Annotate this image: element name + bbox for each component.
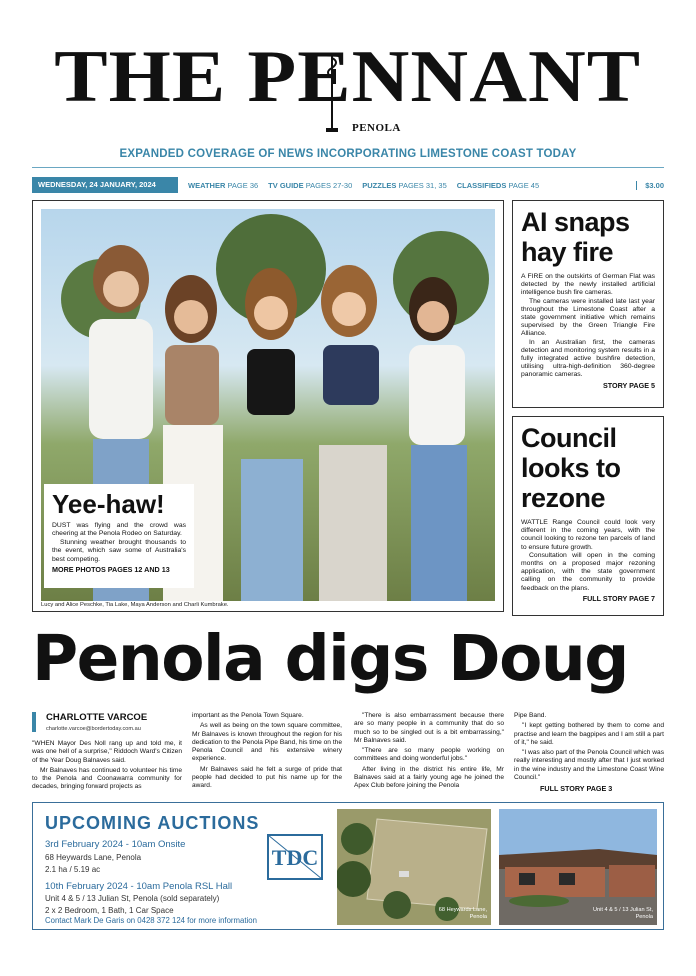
lead-paragraph: "I was also part of the Penola Council which was really interesting and mostly after that I just worked in the wine industry and the Limestone Coast Wine Council." (514, 749, 664, 782)
lead-column-1 (32, 740, 182, 794)
auction-2-date: 10th February 2024 - 10am Penola RSL Hall (45, 881, 233, 892)
photo-story-paragraph: Stunning weather brought thousands to the event, which saw some of Australia's best competing. (52, 538, 186, 563)
masthead-title: THE PENNANT (54, 36, 642, 118)
lead-more-link[interactable]: FULL STORY PAGE 3 (540, 784, 613, 793)
story-ai-paragraph: The cameras were installed late last year throughout the Limestone Coast after a state government initiative which remains supervised by the Green Triangle Fire Alliance. (521, 297, 655, 338)
nav-puzzles[interactable] (362, 181, 447, 190)
photo-2-caption (593, 907, 653, 921)
lead-paragraph: As well as being on the town square committee, Mr Balnaves is known throughout the region for his dedication to the Penola Pipe Band, his time on the Penola Council and his extensive winery experience. (192, 722, 342, 763)
tagline: EXPANDED COVERAGE OF NEWS INCORPORATING LIMESTONE COAST TODAY (119, 148, 577, 160)
lead-column-3 (354, 712, 504, 793)
byline: CHARLOTTE VARCOE (46, 712, 148, 723)
photo-story-paragraph: DUST was flying and the crowd was cheering at the Penola Rodeo on Saturday. (52, 522, 186, 538)
divider (32, 167, 664, 168)
byline-accent (32, 712, 36, 732)
lead-column-4 (514, 712, 664, 784)
author-email[interactable]: charlotte.varcoe@bordertoday.com.au (46, 726, 141, 732)
photo-story-textbox (44, 484, 194, 588)
nav-classifieds[interactable] (457, 181, 539, 190)
auction-1-address: 68 Heywards Lane, Penola (45, 853, 142, 862)
lead-paragraph: "There is also embarrassment because there are so many people in a community that do so much so to be singled out is a bit embarrassing," Mr Balnaves said. (354, 712, 504, 744)
nav-page: PAGES 27-30 (305, 180, 353, 190)
lead-paragraph: important as the Penola Town Square. (192, 712, 304, 719)
nav-label: TV GUIDE (268, 180, 304, 190)
story-ai-fire (512, 200, 664, 408)
auction-1-date: 3rd February 2024 - 10am Onsite (45, 839, 186, 850)
more-photos-link[interactable]: MORE PHOTOS PAGES 12 AND 13 (52, 565, 170, 575)
lead-paragraph: "WHEN Mayor Des Noll rang up and told me, it was one hell of a surprise," Riddoch Ward's Citizen of the Year Doug Balnaves said. (32, 740, 182, 764)
nav-weather[interactable] (188, 181, 258, 190)
lead-paragraph: Mr Balnaves said he felt a surge of pride that people had decided to put his name up for the award. (192, 765, 342, 790)
lead-column-2 (192, 712, 342, 793)
nav-page: PAGE 45 (508, 180, 540, 190)
caption-line: Penola (469, 914, 487, 920)
info-bar (32, 177, 664, 193)
nav-tv-guide[interactable] (268, 181, 352, 190)
caption-line: Penola (635, 914, 653, 920)
property-photo-julian-st[interactable] (499, 809, 657, 925)
issue-date: WEDNESDAY, 24 JANUARY, 2024 (32, 177, 178, 193)
ad-title: UPCOMING AUCTIONS (45, 813, 260, 833)
property-photo-heywards-lane[interactable] (337, 809, 491, 925)
caption-line: 68 Heywards Lane, (438, 907, 487, 913)
story-ai-paragraph: In an Australian first, the cameras detection and monitoring system results in a fully integrated active bushfire detection, utilising ultra-high-definition 360-degree panoramic cameras. (521, 338, 655, 379)
nav-label: WEATHER (188, 180, 226, 190)
masthead (0, 36, 696, 136)
ad-contact[interactable]: Contact Mark De Garis on 0428 372 124 for more information (45, 916, 257, 925)
lead-headline[interactable]: Penola digs Doug (32, 622, 628, 695)
photo-caption: Lucy and Alice Peschke, Tia Lake, Maya Anderson and Charli Kumbrake. (41, 602, 229, 608)
lead-paragraph: After living in the district his entire life, Mr Balnaves said at a fairly young age he joined the Apex Club before joining the Penola (354, 765, 504, 790)
story-council-paragraph: WATTLE Range Council could look very different in the coming years, with the council looking to rezone ten parcels of land to ensure future growth. (521, 519, 655, 551)
lead-paragraph: "There are so many people working on committees and doing wonderful jobs." (354, 747, 504, 763)
story-ai-headline[interactable]: AI snaps hay fire (521, 207, 630, 267)
story-council-headline[interactable]: Council looks to rezone (521, 423, 621, 513)
auction-1-size: 2.1 ha / 5.19 ac (45, 865, 101, 874)
tdc-logo-icon (260, 829, 330, 887)
story-council (512, 416, 664, 616)
logo-text: TDC (271, 845, 319, 870)
photo-story-headline: Yee-haw! (52, 489, 165, 519)
lead-paragraph: "I kept getting bothered by them to come and practise and learn the bagpipes and I am still a part of it," he said. (514, 722, 664, 746)
auction-2-address: Unit 4 & 5 / 13 Julian St, Penola (sold separately) (45, 894, 220, 903)
auction-advertisement[interactable] (32, 802, 664, 930)
nav-label: PUZZLES (362, 180, 397, 190)
pennant-flag-icon (318, 50, 346, 134)
caption-line: Unit 4 & 5 / 13 Julian St, (592, 907, 653, 913)
nav-label: CLASSIFIEDS (456, 180, 507, 190)
masthead-subtitle: PENOLA (352, 122, 401, 134)
photo-1-caption (439, 907, 487, 921)
nav-page: PAGE 36 (227, 180, 259, 190)
story-ai-more-link[interactable]: STORY PAGE 5 (602, 380, 655, 390)
story-ai-paragraph: A FIRE on the outskirts of German Flat was detected by the newly installed artificial intelligence bush fire cameras. (521, 273, 655, 297)
story-council-more-link[interactable]: FULL STORY PAGE 7 (582, 593, 655, 603)
story-council-paragraph: Consultation will open in the coming months on a proposed major rezoning application, with the state government calling on the community to provide feedback on the plans. (521, 551, 655, 592)
nav-page: PAGES 31, 35 (398, 180, 447, 190)
auction-2-details: 2 x 2 Bedroom, 1 Bath, 1 Car Space (45, 906, 174, 915)
lead-paragraph: Mr Balnaves has continued to volunteer his time to the Penola and Coonawarra community for decades, bringing forward projects as (32, 766, 182, 791)
price: $3.00 (636, 181, 664, 190)
lead-paragraph: Pipe Band. (514, 712, 547, 719)
